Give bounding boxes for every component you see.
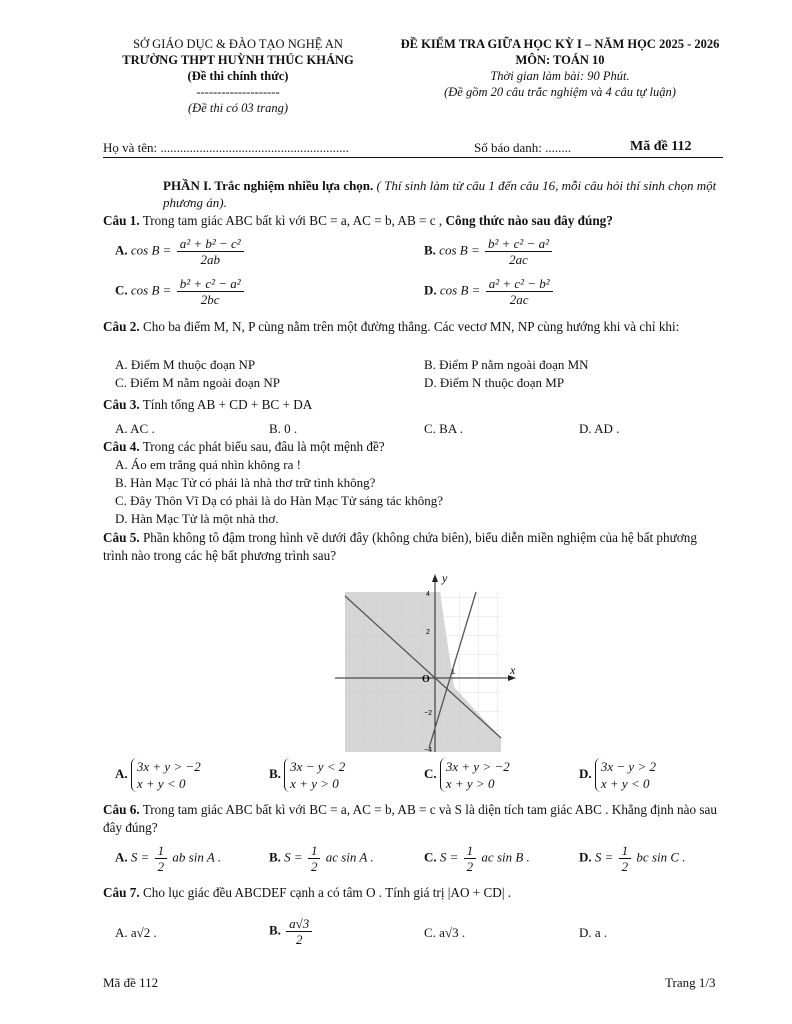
q1-emphasis: Công thức nào sau đây đúng? xyxy=(445,213,613,228)
q1-d-key: D. xyxy=(424,282,437,298)
q6-d-tail: bc sin C . xyxy=(636,849,686,865)
header-rule xyxy=(103,157,723,158)
header-left xyxy=(103,36,373,116)
q7-option-d[interactable]: D. a . xyxy=(579,925,608,940)
q4-option-c[interactable]: C. Đây Thôn Vĩ Dạ có phải là do Hàn Mạc Tử sáng tác không? xyxy=(115,493,444,508)
q4-option-a[interactable]: A. Áo em trắng quá nhìn không ra ! xyxy=(115,457,301,472)
q1-b-key: B. xyxy=(424,242,436,258)
q1-b-fraction: $\frac{\text{b² + c² − a²}}{2ac}$ xyxy=(485,236,552,267)
q7-b-fraction: $\frac{a√3}{2}$ xyxy=(286,916,312,947)
q3-text: Tính tổng AB + CD + BC + DA xyxy=(142,397,313,412)
part1-heading xyxy=(163,177,723,211)
q5-grid xyxy=(345,592,501,752)
composition: (Đề gồm 20 câu trắc nghiệm và 4 câu tự luận) xyxy=(444,85,676,99)
q6-a-tail: ab sin A . xyxy=(172,849,222,865)
q6-b-tail: ac sin A . xyxy=(325,849,374,865)
q5-graph xyxy=(330,570,530,756)
q5-option-b[interactable] xyxy=(269,758,345,792)
q7-option-b[interactable] xyxy=(269,916,314,947)
part1-title: PHẦN I. Trắc nghiệm nhiều lựa chọn. xyxy=(163,178,374,193)
q1-b-lhs: cos B = xyxy=(439,242,480,258)
q3-label: Câu 3. xyxy=(103,397,140,412)
q6-option-d[interactable] xyxy=(579,843,686,874)
q4-text: Trong các phát biểu sau, đâu là một mệnh đề? xyxy=(142,439,385,454)
q6-c-lhs: S = xyxy=(439,849,459,865)
question-2 xyxy=(103,318,720,336)
q6-label: Câu 6. xyxy=(103,802,140,817)
footer-code: Mã đề 112 xyxy=(103,975,159,990)
duration: Thời gian làm bài: 90 Phút. xyxy=(490,69,630,83)
q5-origin-label: O xyxy=(422,674,430,685)
question-7 xyxy=(103,884,720,902)
q5-y-label: y xyxy=(442,571,448,585)
q7-b-key: B. xyxy=(269,922,281,938)
q2-option-b[interactable]: B. Điểm P nằm ngoài đoạn MN xyxy=(424,357,589,372)
q5-label: Câu 5. xyxy=(103,530,140,545)
q5-tick-1: 1 xyxy=(451,669,455,676)
q1-c-lhs: cos B = xyxy=(130,282,172,298)
q1-option-d[interactable] xyxy=(424,276,555,307)
q6-option-b[interactable] xyxy=(269,843,374,874)
exam-code: Mã đề 112 xyxy=(630,139,692,154)
q7-label: Câu 7. xyxy=(103,885,140,900)
footer-page: Trang 1/3 xyxy=(665,975,716,990)
q7-option-c[interactable]: C. a√3 . xyxy=(424,925,466,940)
q6-option-c[interactable] xyxy=(424,843,530,874)
student-id-field: Số báo danh: ........ xyxy=(474,140,572,155)
q5-text: Phần không tô đậm trong hình vẽ dưới đây (không chứa biên), biểu diễn miền nghiệm của hệ bất phương trình nào trong các hệ bất phương trình sau? xyxy=(103,530,697,563)
q2-option-d[interactable]: D. Điểm N thuộc đoạn MP xyxy=(424,375,565,390)
q6-a-key: A. xyxy=(115,849,128,865)
q5-d-key: D. xyxy=(579,765,592,781)
q6-a-lhs: S = xyxy=(130,849,150,865)
q3-option-c[interactable]: C. BA . xyxy=(424,421,464,436)
q5-a-key: A. xyxy=(115,765,128,781)
department: SỞ GIÁO DỤC & ĐÀO TẠO NGHỆ AN xyxy=(133,37,343,51)
q1-c-fraction: $\frac{\text{b² + c² − a²}}{2bc}$ xyxy=(177,276,244,307)
divider: -------------------- xyxy=(196,85,280,99)
q5-b-system: 3x − y < 2 x + y > 0 xyxy=(284,758,345,792)
q5-tick-2: 2 xyxy=(426,629,430,636)
question-1 xyxy=(103,212,720,230)
question-4 xyxy=(103,438,720,456)
q1-d-fraction: $\frac{\text{a² + c² − b²}}{2ac}$ xyxy=(486,276,553,307)
q5-tick-4: 4 xyxy=(426,591,430,598)
q1-option-a[interactable] xyxy=(115,236,246,267)
q6-b-key: B. xyxy=(269,849,281,865)
header-right xyxy=(385,36,735,100)
q4-option-b[interactable]: B. Hàn Mạc Tử có phải là nhà thơ trữ tình không? xyxy=(115,475,376,490)
q5-x-label: x xyxy=(510,663,516,677)
q3-option-d[interactable]: D. AD . xyxy=(579,421,620,436)
q3-option-b[interactable]: B. 0 . xyxy=(269,421,298,436)
official-label: (Đề thi chính thức) xyxy=(187,69,289,83)
q3-option-a[interactable]: A. AC . xyxy=(115,421,155,436)
q6-c-half: $\frac{1}{2}$ xyxy=(464,843,477,874)
q4-option-d[interactable]: D. Hàn Mạc Tử là một nhà thơ. xyxy=(115,511,279,526)
q4-label: Câu 4. xyxy=(103,439,140,454)
q1-a-fraction: $\frac{\text{a² + b² − c²}}{2ab}$ xyxy=(177,236,244,267)
q1-option-b[interactable] xyxy=(424,236,554,267)
student-name-field: Họ và tên: .......................................................... xyxy=(103,140,349,155)
q6-c-tail: ac sin B . xyxy=(481,849,530,865)
q2-option-a[interactable]: A. Điểm M thuộc đoạn NP xyxy=(115,357,256,372)
q6-d-half: $\frac{1}{2}$ xyxy=(619,843,632,874)
part1-note: ( Thí sinh làm từ câu 1 đến câu 16, mỗi câu hỏi thí sinh chọn một phương án). xyxy=(163,178,717,210)
q1-option-c[interactable] xyxy=(115,276,246,307)
q1-text: Trong tam giác ABC bất kì với BC = a, AC = b, AB = c , xyxy=(142,213,443,228)
q5-option-a[interactable] xyxy=(115,758,201,792)
q5-option-d[interactable] xyxy=(579,758,656,792)
q7-text: Cho lục giác đều ABCDEF cạnh a có tâm O . Tính giá trị |AO + CD| . xyxy=(142,885,512,900)
exam-title: ĐỀ KIỂM TRA GIỮA HỌC KỲ I – NĂM HỌC 2025 - 2026 xyxy=(400,37,720,51)
question-3 xyxy=(103,396,720,414)
q6-d-key: D. xyxy=(579,849,592,865)
q6-option-a[interactable] xyxy=(115,843,221,874)
q6-b-lhs: S = xyxy=(284,849,303,865)
subject: MÔN: TOÁN 10 xyxy=(515,53,605,67)
q5-a-system: 3x + y > −2 x + y < 0 xyxy=(131,758,201,792)
q5-tick-neg2: −2 xyxy=(424,710,432,717)
q7-option-a[interactable]: A. a√2 . xyxy=(115,925,157,940)
q6-text: Trong tam giác ABC bất kì với BC = a, AC = b, AB = c và S là diện tích tam giác ABC . Khẳng định nào sau đây đúng? xyxy=(103,802,717,835)
q5-c-key: C. xyxy=(424,765,437,781)
q6-b-half: $\frac{1}{2}$ xyxy=(308,843,321,874)
question-6 xyxy=(103,801,720,837)
q5-c-system: 3x + y > −2 x + y > 0 xyxy=(440,758,510,792)
q5-d-system: 3x − y > 2 x + y < 0 xyxy=(595,758,656,792)
q5-tick-neg4: −4 xyxy=(424,747,432,754)
q1-a-key: A. xyxy=(115,242,128,258)
school-name: TRƯỜNG THPT HUỲNH THÚC KHÁNG xyxy=(122,53,354,67)
q2-label: Câu 2. xyxy=(103,319,140,334)
q6-a-half: $\frac{1}{2}$ xyxy=(155,843,168,874)
q1-d-lhs: cos B = xyxy=(439,282,481,298)
q5-b-key: B. xyxy=(269,765,281,781)
question-5 xyxy=(103,529,720,565)
q5-y-arrow xyxy=(432,574,438,582)
q2-option-c[interactable]: C. Điểm M nằm ngoài đoạn NP xyxy=(115,375,281,390)
q1-c-key: C. xyxy=(115,282,128,298)
q1-a-lhs: cos B = xyxy=(130,242,172,258)
q2-text: Cho ba điểm M, N, P cùng nằm trên một đường thẳng. Các vectơ MN, NP cùng hướng khi và chỉ khi: xyxy=(142,319,680,334)
q6-d-lhs: S = xyxy=(594,849,614,865)
q6-c-key: C. xyxy=(424,849,437,865)
q5-option-c[interactable] xyxy=(424,758,510,792)
q1-label: Câu 1. xyxy=(103,213,140,228)
page-count: (Đề thi có 03 trang) xyxy=(188,101,288,115)
